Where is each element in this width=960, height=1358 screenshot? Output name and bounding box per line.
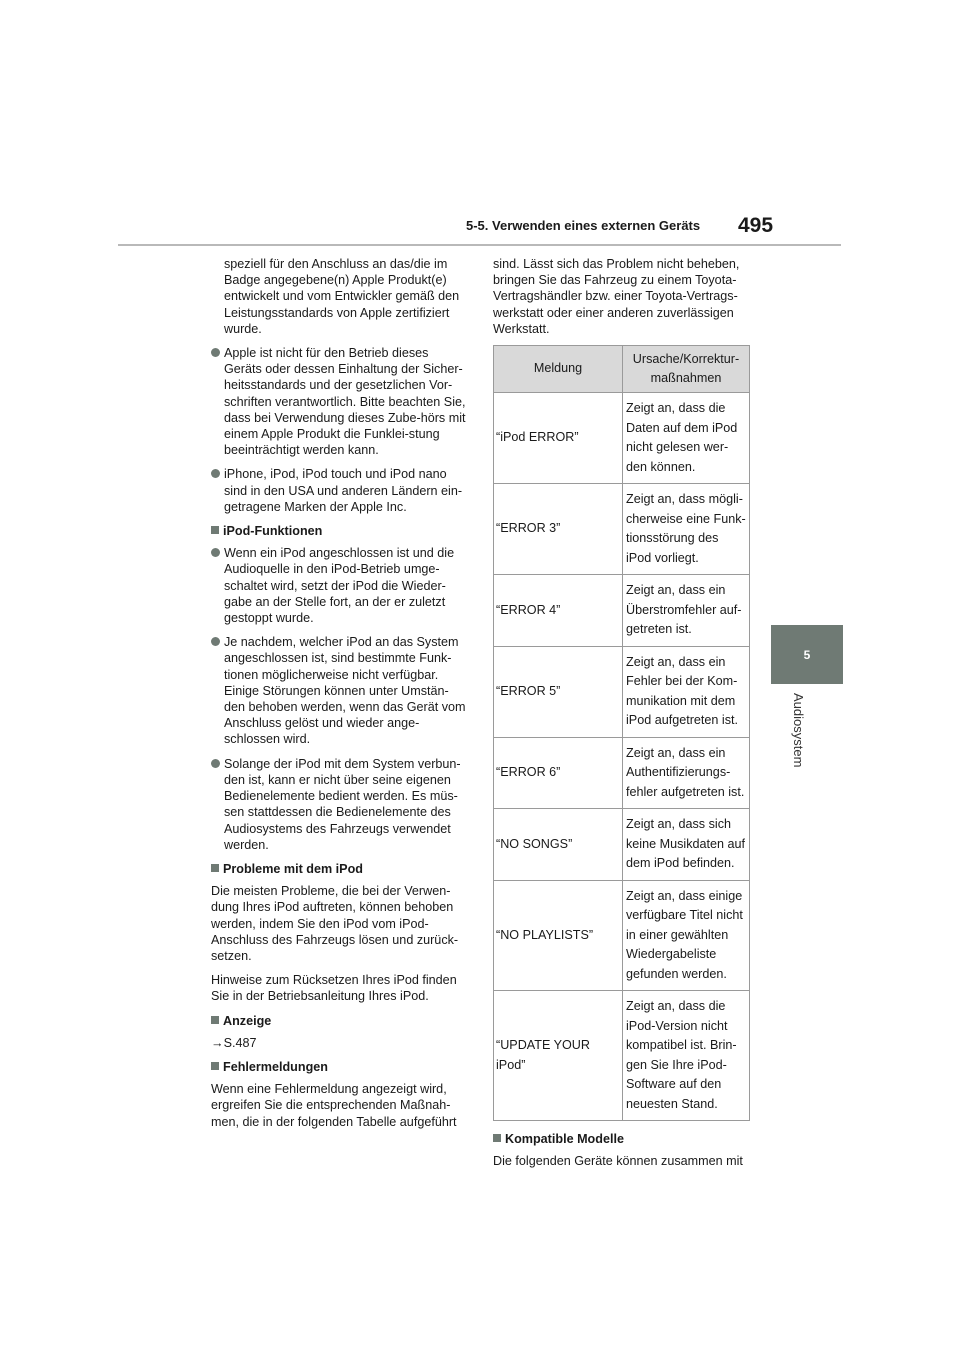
- message-cell: “UPDATE YOUR iPod”: [494, 991, 623, 1121]
- paragraph: Die meisten Probleme, die bei der Verwen-dung Ihres iPod auftreten, können behoben werden, indem Sie den iPod vom iPod-Anschluss des Fahrzeugs lösen und zurück-setzen.: [211, 884, 459, 963]
- page-reference-link[interactable]: →S.487: [211, 1035, 257, 1050]
- bullet-dot-icon: [211, 637, 220, 646]
- cause-cell: Zeigt an, dass mögli-cherweise eine Funk-tionsstörung des iPod vorliegt.: [623, 484, 750, 575]
- message-cell: “iPod ERROR”: [494, 393, 623, 484]
- paragraph: sind. Lässt sich das Problem nicht beheben, bringen Sie das Fahrzeug zu einem Toyota-Vertragshändler bzw. einer Toyota-Vertrags-werkstatt oder einer anderen zuverlässigen Werkstatt.: [493, 257, 740, 336]
- bullet-item: [211, 634, 467, 747]
- paragraph: Hinweise zum Rücksetzen Ihres iPod finden Sie in der Betriebsanleitung Ihres iPod.: [211, 973, 457, 1004]
- message-cell: “ERROR 4”: [494, 575, 623, 647]
- header-rule: [118, 244, 841, 246]
- square-bullet-icon: [493, 1134, 501, 1142]
- table-row: [494, 484, 750, 575]
- heading-text: Anzeige: [223, 1013, 272, 1028]
- heading-text: Kompatible Modelle: [505, 1132, 624, 1147]
- cause-cell: Zeigt an, dass einige verfügbare Titel nicht in einer gewählten Wiedergabeliste gefunden werden.: [623, 880, 750, 991]
- cause-cell: Zeigt an, dass ein Authentifizierungs-fehler aufgetreten ist.: [623, 737, 750, 809]
- message-cell: “ERROR 6”: [494, 737, 623, 809]
- section-heading: [493, 1131, 750, 1147]
- bullet-dot-icon: [211, 469, 220, 478]
- square-bullet-icon: [211, 1062, 219, 1070]
- continued-paragraph: speziell für den Anschluss an das/die im Badge angegebene(n) Apple Produkt(e) entwickelt und vom Entwickler gemäß den Leistungsstandards von Apple zertifiziert wurde.: [224, 257, 460, 336]
- section-heading: [211, 861, 467, 877]
- left-column: [211, 256, 467, 1138]
- table-row: [494, 737, 750, 809]
- message-cell: “NO SONGS”: [494, 809, 623, 881]
- paragraph: Wenn eine Fehlermeldung angezeigt wird, ergreifen Sie die entsprechenden Maßnah-men, die in der folgenden Tabelle aufgeführt: [211, 1082, 457, 1129]
- bullet-text: Je nachdem, welcher iPod an das System angeschlossen ist, sind bestimmte Funk-tionen möglicherweise nicht verfügbar. Einige Störungen können unter Umstän-den behoben werden, wenn das Gerät vom Anschluss gelöst und wieder ange-schlossen wird.: [224, 635, 466, 747]
- table-row: [494, 646, 750, 737]
- bullet-dot-icon: [211, 348, 220, 357]
- square-bullet-icon: [211, 526, 219, 534]
- chapter-tab[interactable]: 5: [771, 625, 843, 684]
- page-number: 495: [738, 214, 774, 237]
- heading-text: Probleme mit dem iPod: [223, 861, 363, 876]
- section-heading: [211, 1013, 467, 1029]
- bullet-text: Apple ist nicht für den Betrieb dieses Geräts oder dessen Einhaltung der Sicher-heitsstandards und der gesetzlichen Vor-schriften verantwortlich. Bitte beachten Sie, dass bei Verwendung dieses Zube-hörs mit einem Apple Produkt die Funklei-stung beeinträchtigt werden kann.: [224, 346, 466, 458]
- square-bullet-icon: [211, 864, 219, 872]
- table-row: [494, 880, 750, 991]
- table-row: [494, 991, 750, 1121]
- message-cell: “ERROR 5”: [494, 646, 623, 737]
- message-cell: “NO PLAYLISTS”: [494, 880, 623, 991]
- header-cell-message: Meldung: [494, 346, 623, 393]
- bullet-item: [211, 545, 467, 626]
- cause-cell: Zeigt an, dass die iPod-Version nicht kompatibel ist. Brin-gen Sie Ihre iPod-Software auf den neuesten Stand.: [623, 991, 750, 1121]
- section-heading: [211, 1059, 467, 1075]
- bullet-dot-icon: [211, 759, 220, 768]
- section-heading: [211, 523, 467, 539]
- bullet-text: Solange der iPod mit dem System verbun-den ist, kann er nicht über seine eigenen Bedienelemente bedient werden. Es müs-sen stattdessen die Bedienelemente des Audiosystems des Fahrzeugs verwendet werden.: [224, 756, 461, 852]
- bullet-text: iPhone, iPod, iPod touch und iPod nano sind in den USA und anderen Ländern ein-getragene Marken der Apple Inc.: [224, 467, 463, 514]
- table-row: [494, 809, 750, 881]
- heading-text: Fehlermeldungen: [223, 1059, 328, 1074]
- cause-cell: Zeigt an, dass ein Fehler bei der Kom-munikation mit dem iPod aufgetreten ist.: [623, 646, 750, 737]
- table-row: [494, 393, 750, 484]
- cause-cell: Zeigt an, dass ein Überstromfehler auf-getreten ist.: [623, 575, 750, 647]
- cause-cell: Zeigt an, dass die Daten auf dem iPod nicht gelesen wer-den können.: [623, 393, 750, 484]
- bullet-item: [211, 756, 467, 853]
- message-cell: “ERROR 3”: [494, 484, 623, 575]
- chapter-label: Audiosystem: [791, 693, 806, 768]
- right-column: [493, 256, 750, 1177]
- square-bullet-icon: [211, 1016, 219, 1024]
- heading-text: iPod-Funktionen: [223, 524, 323, 539]
- bullet-item: [211, 466, 467, 515]
- header-cell-cause: Ursache/Korrektur-maßnahmen: [623, 346, 750, 393]
- table-header-row: [494, 346, 750, 393]
- table-row: [494, 575, 750, 647]
- error-message-table: [493, 345, 750, 1121]
- paragraph: Die folgenden Geräte können zusammen mit: [493, 1154, 743, 1169]
- cause-cell: Zeigt an, dass sich keine Musikdaten auf dem iPod befinden.: [623, 809, 750, 881]
- bullet-item: [211, 345, 467, 458]
- bullet-text: Wenn ein iPod angeschlossen ist und die Audioquelle in den iPod-Betrieb umge-schaltet wird, setzt der iPod die Wieder-gabe an der Stelle fort, an der er zuletzt gestoppt wurde.: [224, 546, 455, 626]
- bullet-dot-icon: [211, 548, 220, 557]
- section-title: 5-5. Verwenden eines externen Geräts: [466, 218, 701, 233]
